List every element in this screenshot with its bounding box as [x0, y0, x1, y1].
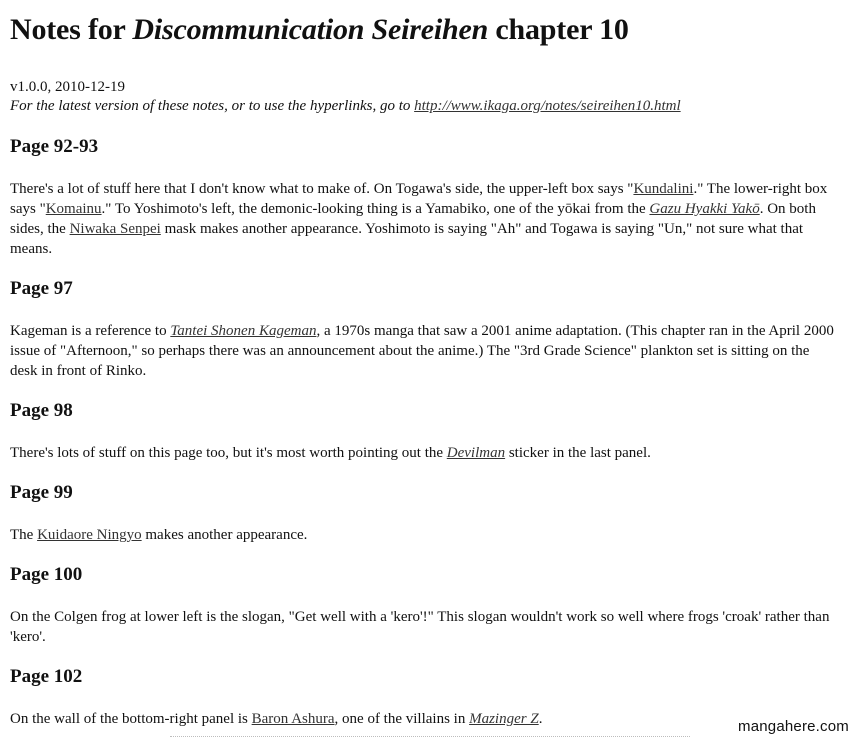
bottom-divider [170, 736, 690, 738]
text-segment: , a 1970s manga that saw a 2001 anime adaptation. (This chapter ran in the April 2000 issue of "Afternoon," so perhaps there was an announcement about the anime.) The "3rd Grade Science" plankton set is sitting on the desk in front of Rinko. [10, 323, 834, 379]
title-suffix: chapter 10 [488, 13, 629, 46]
link-gazu-hyakki-yako[interactable]: Gazu Hyakki Yakō [649, 201, 760, 217]
page-title [10, 0, 840, 48]
latest-version-text: For the latest version of these notes, or to use the hyperlinks, go to [10, 98, 415, 114]
link-komainu[interactable]: Komainu [45, 201, 102, 217]
text-segment: . [538, 711, 543, 727]
heading-page-92-93: Page 92-93 [10, 136, 99, 157]
heading-page-98: Page 98 [10, 400, 73, 421]
heading-page-97: Page 97 [10, 278, 73, 299]
latest-version-line [10, 97, 840, 116]
link-mazinger-z[interactable]: Mazinger Z [469, 711, 539, 727]
text-segment: ." To Yoshimoto's left, the demonic-looking thing is a Yamabiko, one of the yōkai from the [101, 201, 650, 217]
link-devilman[interactable]: Devilman [446, 445, 506, 461]
link-kuidaore-ningyo[interactable]: Kuidaore Ningyo [37, 527, 142, 543]
paragraph-page-100: On the Colgen frog at lower left is the slogan, "Get well with a 'kero'!" This slogan wouldn't work so well where frogs 'croak' rather than 'kero'. [10, 609, 830, 645]
text-segment: The [10, 527, 38, 543]
text-segment: , one of the villains in [334, 711, 470, 727]
heading-page-100: Page 100 [10, 564, 83, 585]
link-kundalini[interactable]: Kundalini [633, 181, 694, 197]
text-segment: There's lots of stuff on this page too, but it's most worth pointing out the [10, 445, 447, 461]
link-baron-ashura[interactable]: Baron Ashura [251, 711, 335, 727]
text-segment: mask makes another appearance. Yoshimoto is saying "Ah" and Togawa is saying "Un," not sure what that means. [10, 221, 804, 257]
paragraph-page-98 [10, 443, 840, 463]
text-segment: On the wall of the bottom-right panel is [10, 711, 252, 727]
heading-page-99: Page 99 [10, 482, 73, 503]
text-segment: There's a lot of stuff here that I don't know what to make of. On Togawa's side, the upper-left box says " [10, 181, 634, 197]
link-niwaka-senpei[interactable]: Niwaka Senpei [69, 221, 161, 237]
paragraph-page-97 [10, 321, 840, 381]
text-segment: makes another appearance. [141, 527, 308, 543]
paragraph-page-102 [10, 709, 840, 729]
text-segment: sticker in the last panel. [505, 445, 651, 461]
latest-version-link[interactable]: http://www.ikaga.org/notes/seireihen10.html [414, 98, 681, 114]
title-prefix: Notes for [10, 13, 133, 46]
version-line: v1.0.0, 2010-12-19 [10, 79, 125, 95]
text-segment: . On both sides, the [10, 201, 816, 237]
notes-page [10, 0, 840, 729]
paragraph-page-99 [10, 525, 840, 545]
paragraph-page-92-93 [10, 179, 840, 259]
version-block [10, 78, 840, 116]
heading-page-102: Page 102 [10, 666, 83, 687]
title-work: Discommunication Seireihen [132, 13, 489, 46]
watermark: mangahere.com [738, 718, 849, 735]
link-tantei-shonen-kageman[interactable]: Tantei Shonen Kageman [170, 323, 317, 339]
text-segment: Kageman is a reference to [10, 323, 171, 339]
text-segment: ." The lower-right box says " [10, 181, 828, 217]
